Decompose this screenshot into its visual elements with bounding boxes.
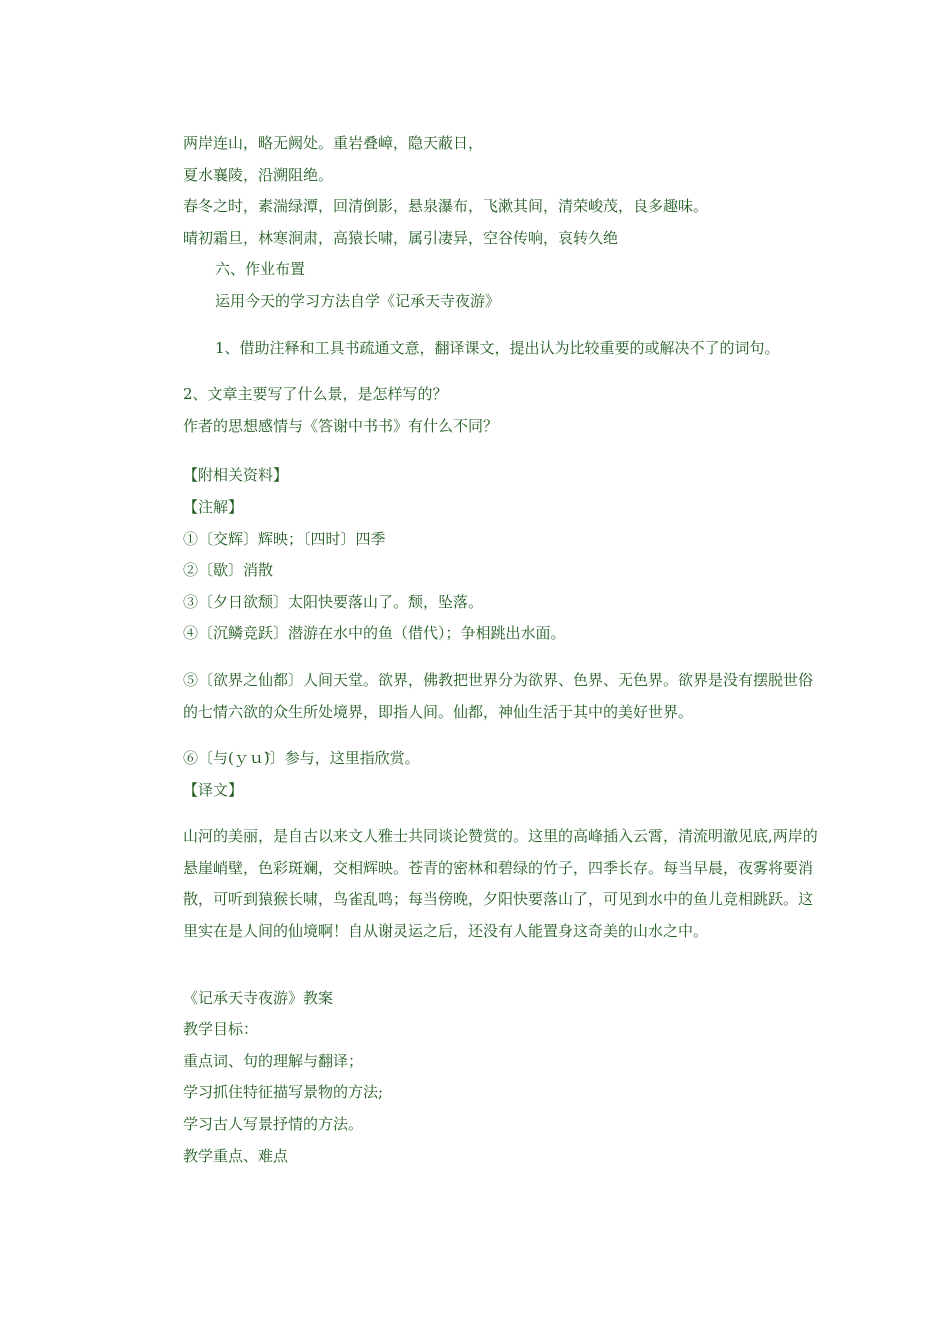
homework-intro: 运用今天的学习方法自学《记承天寺夜游》	[215, 291, 501, 310]
note-item-2: ②〔歇〕消散	[183, 561, 274, 580]
homework-heading: 六、作业布置	[215, 260, 306, 279]
poem-line-4: 晴初霜旦，林寒涧肃，高猿长啸，属引凄异，空谷传响，哀转久绝	[183, 228, 619, 247]
note-item-3: ③〔夕日欲颓〕太阳快要落山了。颓，坠落。	[183, 592, 484, 611]
appendix-heading: 【附相关资料】	[183, 466, 289, 485]
homework-item-2: 2、文章主要写了什么景，是怎样写的？	[183, 385, 448, 404]
translation-text: 山河的美丽，是自古以来文人雅士共同谈论赞赏的。这里的高峰插入云霄，清流明澈见底,两岸的悬崖峭壁，色彩斑斓，交相辉映。苍青的密林和碧绿的竹子，四季长存。每当早晨，夜雾将要消散，可听到猿猴长啸，鸟雀乱鸣；每当傍晚，夕阳快要落山了，可见到水中的鱼儿竞相跳跃。这里实在是人间的仙境啊！自从谢灵运之后，还没有人能置身这奇美的山水之中。	[183, 827, 818, 941]
key-points-label: 教学重点、难点	[183, 1146, 289, 1165]
poem-line-1: 两岸连山，略无阙处。重岩叠嶂，隐天蔽日，	[183, 134, 484, 152]
note-item-1: ①〔交辉〕辉映；〔四时〕四季	[183, 529, 386, 548]
section-spacer	[183, 963, 823, 983]
translation-heading: 【译文】	[183, 780, 244, 799]
poem-line-3: 春冬之时，素湍绿潭，回清倒影，悬泉瀑布，飞漱其间，清荣峻茂，良多趣味。	[183, 197, 709, 216]
homework-item-1: 1、借助注释和工具书疏通文意，翻译课文，提出认为比较重要的或解决不了的词句。	[215, 338, 780, 357]
poem-line-2: 夏水襄陵，沿溯阻绝。	[183, 165, 334, 184]
goal-item-2: 学习抓住特征描写景物的方法;	[183, 1083, 384, 1102]
note-item-4: ④〔沉鳞竞跃〕潜游在水中的鱼（借代）；争相跳出水面。	[183, 624, 566, 643]
goals-label: 教学目标：	[183, 1020, 259, 1039]
section-spacer	[183, 442, 823, 460]
note-item-6: ⑥〔与(ｙｕ̀)〕参与，这里指欣赏。	[183, 749, 420, 768]
homework-item-3: 作者的思想感情与《答谢中书书》有什么不同？	[183, 416, 499, 435]
note-item-5: ⑤〔欲界之仙都〕人间天堂。欲界，佛教把世界分为欲界、色界、无色界。欲界是没有摆脱世俗的七情六欲的众生所处境界，即指人间。仙都，神仙生活于其中的美好世界。	[183, 670, 814, 721]
notes-heading: 【注解】	[183, 497, 244, 516]
lesson-title: 《记承天寺夜游》教案	[183, 988, 334, 1007]
document-body	[183, 128, 823, 1172]
goal-item-3: 学习古人写景抒情的方法。	[183, 1115, 364, 1134]
goal-item-1: 重点词、句的理解与翻译；	[183, 1051, 364, 1070]
